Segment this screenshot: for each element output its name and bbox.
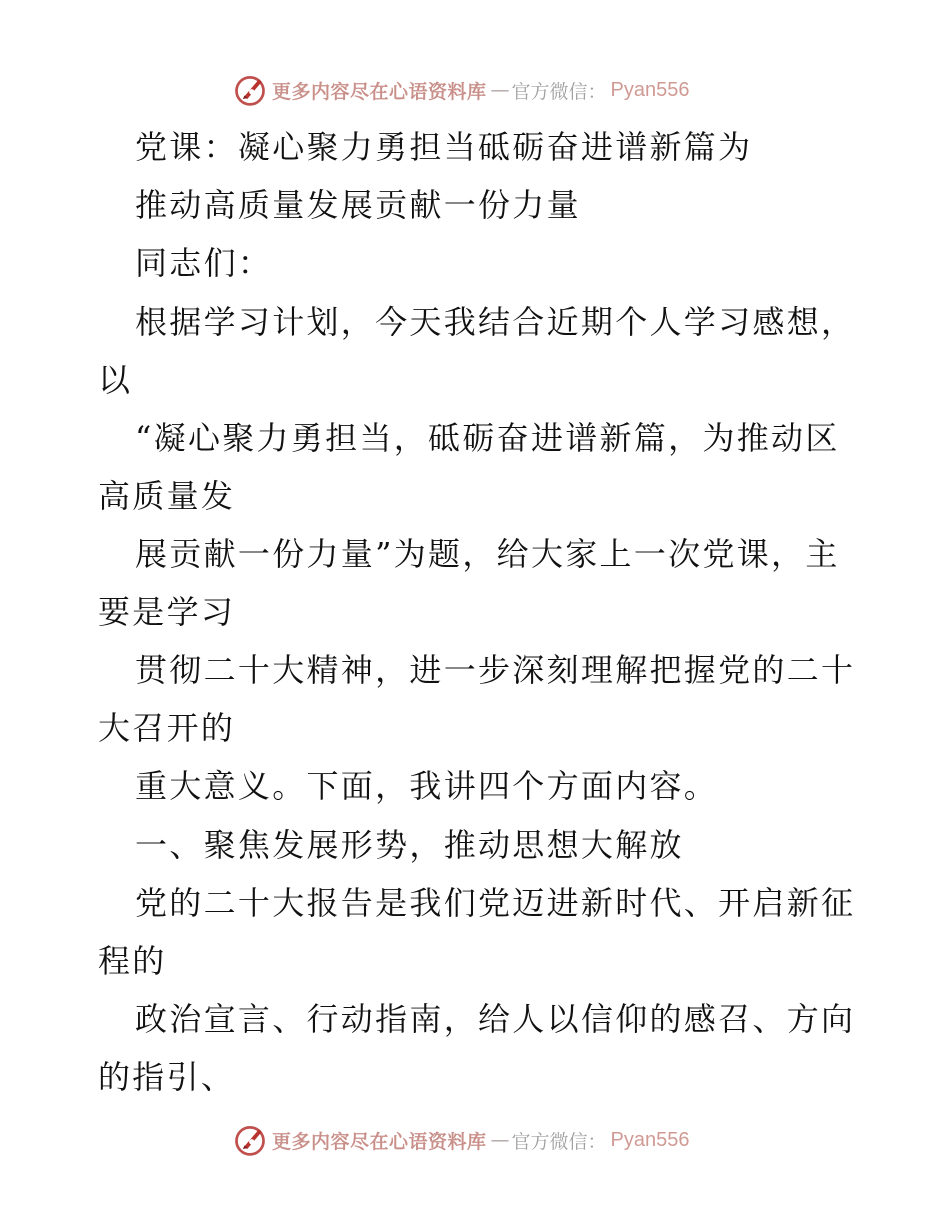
salutation: 同志们： [135, 244, 273, 282]
paragraph-line: 贯彻二十大精神，进一步深刻理解把握党的二十 [135, 651, 856, 689]
paragraph-line: 以 [98, 361, 133, 399]
header-watermark [232, 70, 690, 110]
paragraph-line: 高质量发 [98, 477, 236, 515]
paragraph-line: 政治宣言、行动指南，给人以信仰的感召、方向 [135, 1000, 856, 1038]
watermark-dash: — [490, 1129, 508, 1151]
watermark-wechat-label: 官方微信： [511, 1130, 607, 1153]
watermark-text: 更多内容尽在心语资料库 [272, 1130, 487, 1153]
paragraph-line: 大召开的 [98, 709, 236, 747]
quill-logo-icon [232, 1122, 268, 1158]
watermark-wechat-label: 官方微信： [511, 80, 607, 103]
paragraph-line: 要是学习 [98, 593, 236, 631]
watermark-wechat-id: Pyan556 [610, 1128, 690, 1151]
paragraph-line: “凝心聚力勇担当，砥砺奋进谱新篇，为推动区 [135, 419, 840, 457]
section-heading: 一、聚焦发展形势，推动思想大解放 [135, 826, 684, 864]
watermark-text: 更多内容尽在心语资料库 [272, 80, 487, 103]
watermark-wechat-id: Pyan556 [610, 78, 690, 101]
document-title-line-2: 推动高质量发展贡献一份力量 [135, 186, 581, 224]
paragraph-line: 程的 [98, 942, 167, 980]
paragraph-line: 展贡献一份力量”为题，给大家上一次党课，主 [135, 535, 840, 573]
paragraph-line: 根据学习计划，今天我结合近期个人学习感想， [135, 303, 856, 341]
watermark-dash: — [490, 79, 508, 101]
footer-watermark [232, 1120, 690, 1160]
paragraph-line: 党的二十大报告是我们党迈进新时代、开启新征 [135, 884, 856, 922]
quill-logo-icon [232, 72, 268, 108]
paragraph-line: 重大意义。下面，我讲四个方面内容。 [135, 767, 719, 805]
document-title-line-1: 党课：凝心聚力勇担当砥砺奋进谱新篇为 [135, 128, 753, 166]
paragraph-line: 的指引、 [98, 1058, 236, 1096]
